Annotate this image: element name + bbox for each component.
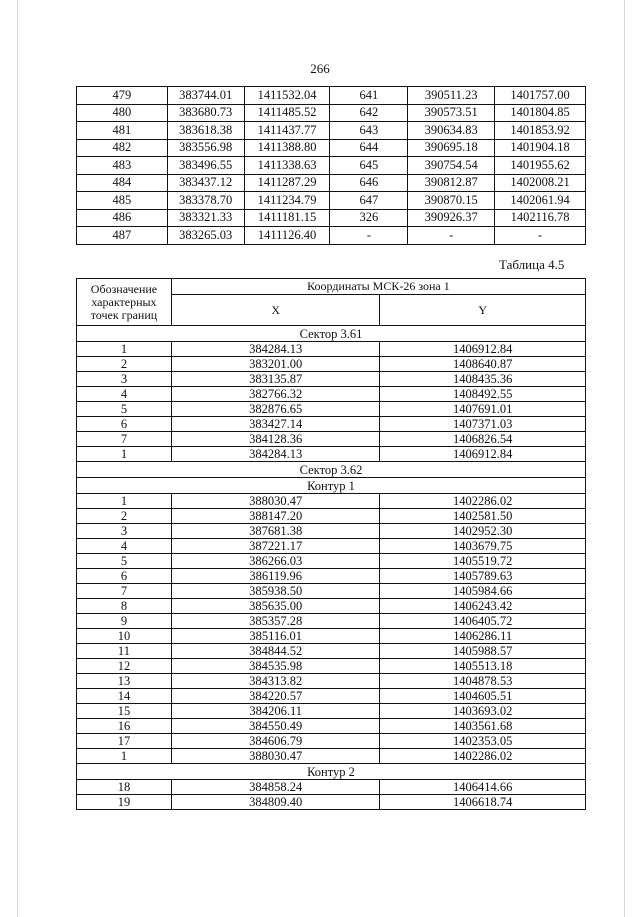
point-number: 13 [77,674,172,689]
table-cell: 383321.33 [167,209,244,227]
y-coordinate: 1408435.36 [380,372,586,387]
point-number: 16 [77,719,172,734]
x-coordinate: 385635.00 [171,599,380,614]
table-row [77,509,586,524]
table-row [77,417,586,432]
table-cell: 486 [77,209,168,227]
table-row [77,174,586,192]
table-cell: 480 [77,104,168,122]
x-coordinate: 384284.13 [171,342,380,357]
header-y: Y [380,295,586,326]
table-cell: 647 [330,192,408,210]
x-coordinate: 384844.52 [171,644,380,659]
table-row [77,87,586,105]
point-number: 19 [77,795,172,810]
x-coordinate: 383135.87 [171,372,380,387]
point-number: 6 [77,569,172,584]
table-cell: 1411181.15 [244,209,330,227]
table-cell: 390926.37 [408,209,495,227]
section-header-row [77,462,586,478]
header-point-designation: Обозначение характерных точек границ [77,279,172,326]
table-cell: 383265.03 [167,227,244,245]
table-row [77,569,586,584]
table-row [77,494,586,509]
table-row [77,629,586,644]
x-coordinate: 387221.17 [171,539,380,554]
y-coordinate: 1402286.02 [380,494,586,509]
table-cell: 390754.54 [408,157,495,175]
table-row [77,554,586,569]
table-row [77,104,586,122]
point-number: 15 [77,704,172,719]
x-coordinate: 382766.32 [171,387,380,402]
table-row [77,139,586,157]
table-cell: 1411338.63 [244,157,330,175]
point-number: 4 [77,539,172,554]
table-cell: 1411126.40 [244,227,330,245]
table-cell: 383744.01 [167,87,244,105]
y-coordinate: 1406912.84 [380,447,586,462]
table-cell: - [495,227,586,245]
table-cell: 482 [77,139,168,157]
table-cell: 1401804.85 [495,104,586,122]
point-number: 1 [77,749,172,764]
table-cell: 479 [77,87,168,105]
y-coordinate: 1404605.51 [380,689,586,704]
table-cell: 1402061.94 [495,192,586,210]
x-coordinate: 386119.96 [171,569,380,584]
table-row [77,719,586,734]
point-number: 10 [77,629,172,644]
top-coordinates-table [76,86,586,245]
y-coordinate: 1406286.11 [380,629,586,644]
section-header-row [77,764,586,780]
table-row [77,795,586,810]
table-row [77,689,586,704]
x-coordinate: 384606.79 [171,734,380,749]
y-coordinate: 1406912.84 [380,342,586,357]
x-coordinate: 384206.11 [171,704,380,719]
table-row [77,749,586,764]
table-cell: 383496.55 [167,157,244,175]
x-coordinate: 384809.40 [171,795,380,810]
table-cell: 390812.87 [408,174,495,192]
table-cell: 485 [77,192,168,210]
x-coordinate: 384128.36 [171,432,380,447]
point-number: 8 [77,599,172,614]
y-coordinate: 1402286.02 [380,749,586,764]
y-coordinate: 1405988.57 [380,644,586,659]
y-coordinate: 1408640.87 [380,357,586,372]
y-coordinate: 1405513.18 [380,659,586,674]
table-cell: 383618.38 [167,122,244,140]
section-title: Сектор 3.62 [77,462,586,478]
table-cell: - [330,227,408,245]
point-number: 17 [77,734,172,749]
table-row [77,357,586,372]
table-row [77,227,586,245]
y-coordinate: 1403561.68 [380,719,586,734]
table-cell: 645 [330,157,408,175]
table-cell: 1401853.92 [495,122,586,140]
point-number: 11 [77,644,172,659]
x-coordinate: 387681.38 [171,524,380,539]
coordinates-table-4-5 [76,278,586,810]
table-row [77,780,586,795]
y-coordinate: 1405984.66 [380,584,586,599]
y-coordinate: 1403679.75 [380,539,586,554]
table-cell: 1401757.00 [495,87,586,105]
y-coordinate: 1402952.30 [380,524,586,539]
table-caption: Таблица 4.5 [499,257,565,272]
section-title: Контур 2 [77,764,586,780]
point-number: 5 [77,402,172,417]
table-cell: 643 [330,122,408,140]
table-cell: 326 [330,209,408,227]
point-number: 6 [77,417,172,432]
table-row [77,614,586,629]
table-row [77,209,586,227]
point-number: 18 [77,780,172,795]
x-coordinate: 384220.57 [171,689,380,704]
x-coordinate: 382876.65 [171,402,380,417]
x-coordinate: 388147.20 [171,509,380,524]
table-cell: 1401904.18 [495,139,586,157]
y-coordinate: 1405519.72 [380,554,586,569]
table-cell: 642 [330,104,408,122]
section-header-row [77,478,586,494]
table-cell: 484 [77,174,168,192]
table-cell: 390634.83 [408,122,495,140]
point-number: 7 [77,584,172,599]
x-coordinate: 386266.03 [171,554,380,569]
table-row [77,584,586,599]
table-row [77,402,586,417]
table-row [77,447,586,462]
point-number: 1 [77,494,172,509]
table-row [77,372,586,387]
table-cell: 1411437.77 [244,122,330,140]
point-number: 5 [77,554,172,569]
point-number: 1 [77,342,172,357]
table-row [77,524,586,539]
table-cell: 1402008.21 [495,174,586,192]
point-number: 3 [77,372,172,387]
table-row [77,674,586,689]
x-coordinate: 388030.47 [171,494,380,509]
point-number: 2 [77,357,172,372]
point-number: 1 [77,447,172,462]
scan-edge-left [17,0,18,917]
x-coordinate: 384550.49 [171,719,380,734]
table-cell: 1411485.52 [244,104,330,122]
table-cell: 383680.73 [167,104,244,122]
section-title: Сектор 3.61 [77,326,586,342]
y-coordinate: 1406414.66 [380,780,586,795]
y-coordinate: 1406618.74 [380,795,586,810]
table-row [77,644,586,659]
table-cell: 646 [330,174,408,192]
table-row [77,157,586,175]
table-row [77,432,586,447]
point-number: 4 [77,387,172,402]
table-cell: 641 [330,87,408,105]
point-number: 7 [77,432,172,447]
y-coordinate: 1408492.55 [380,387,586,402]
x-coordinate: 385357.28 [171,614,380,629]
table-cell: 481 [77,122,168,140]
x-coordinate: 385116.01 [171,629,380,644]
y-coordinate: 1407691.01 [380,402,586,417]
y-coordinate: 1403693.02 [380,704,586,719]
table-cell: 383437.12 [167,174,244,192]
table-cell: 1401955.62 [495,157,586,175]
table-row [77,342,586,357]
table-cell: 1402116.78 [495,209,586,227]
point-number: 2 [77,509,172,524]
table-row [77,539,586,554]
table-cell: 1411234.79 [244,192,330,210]
x-coordinate: 384535.98 [171,659,380,674]
scan-edge-right [624,0,625,917]
header-x: X [171,295,380,326]
table-cell: - [408,227,495,245]
point-number: 12 [77,659,172,674]
table-row [77,704,586,719]
y-coordinate: 1406405.72 [380,614,586,629]
table-cell: 1411532.04 [244,87,330,105]
table-cell: 483 [77,157,168,175]
y-coordinate: 1406826.54 [380,432,586,447]
table-row [77,659,586,674]
point-number: 9 [77,614,172,629]
x-coordinate: 384313.82 [171,674,380,689]
x-coordinate: 383427.14 [171,417,380,432]
x-coordinate: 388030.47 [171,749,380,764]
x-coordinate: 385938.50 [171,584,380,599]
table-row [77,734,586,749]
x-coordinate: 383201.00 [171,357,380,372]
y-coordinate: 1405789.63 [380,569,586,584]
page-number: 266 [310,61,330,76]
table-cell: 383556.98 [167,139,244,157]
section-header-row [77,326,586,342]
table-cell: 1411287.29 [244,174,330,192]
y-coordinate: 1406243.42 [380,599,586,614]
table-row [77,599,586,614]
table-cell: 1411388.80 [244,139,330,157]
table-cell: 383378.70 [167,192,244,210]
y-coordinate: 1404878.53 [380,674,586,689]
x-coordinate: 384284.13 [171,447,380,462]
y-coordinate: 1402353.05 [380,734,586,749]
x-coordinate: 384858.24 [171,780,380,795]
table-cell: 644 [330,139,408,157]
y-coordinate: 1407371.03 [380,417,586,432]
table-cell: 390573.51 [408,104,495,122]
table-cell: 390870.15 [408,192,495,210]
point-number: 14 [77,689,172,704]
table-row [77,122,586,140]
point-number: 3 [77,524,172,539]
table-cell: 390695.18 [408,139,495,157]
header-coordinates-title: Координаты МСК-26 зона 1 [171,279,585,295]
table-cell: 390511.23 [408,87,495,105]
table-row [77,192,586,210]
table-row [77,387,586,402]
table-cell: 487 [77,227,168,245]
y-coordinate: 1402581.50 [380,509,586,524]
section-title: Контур 1 [77,478,586,494]
